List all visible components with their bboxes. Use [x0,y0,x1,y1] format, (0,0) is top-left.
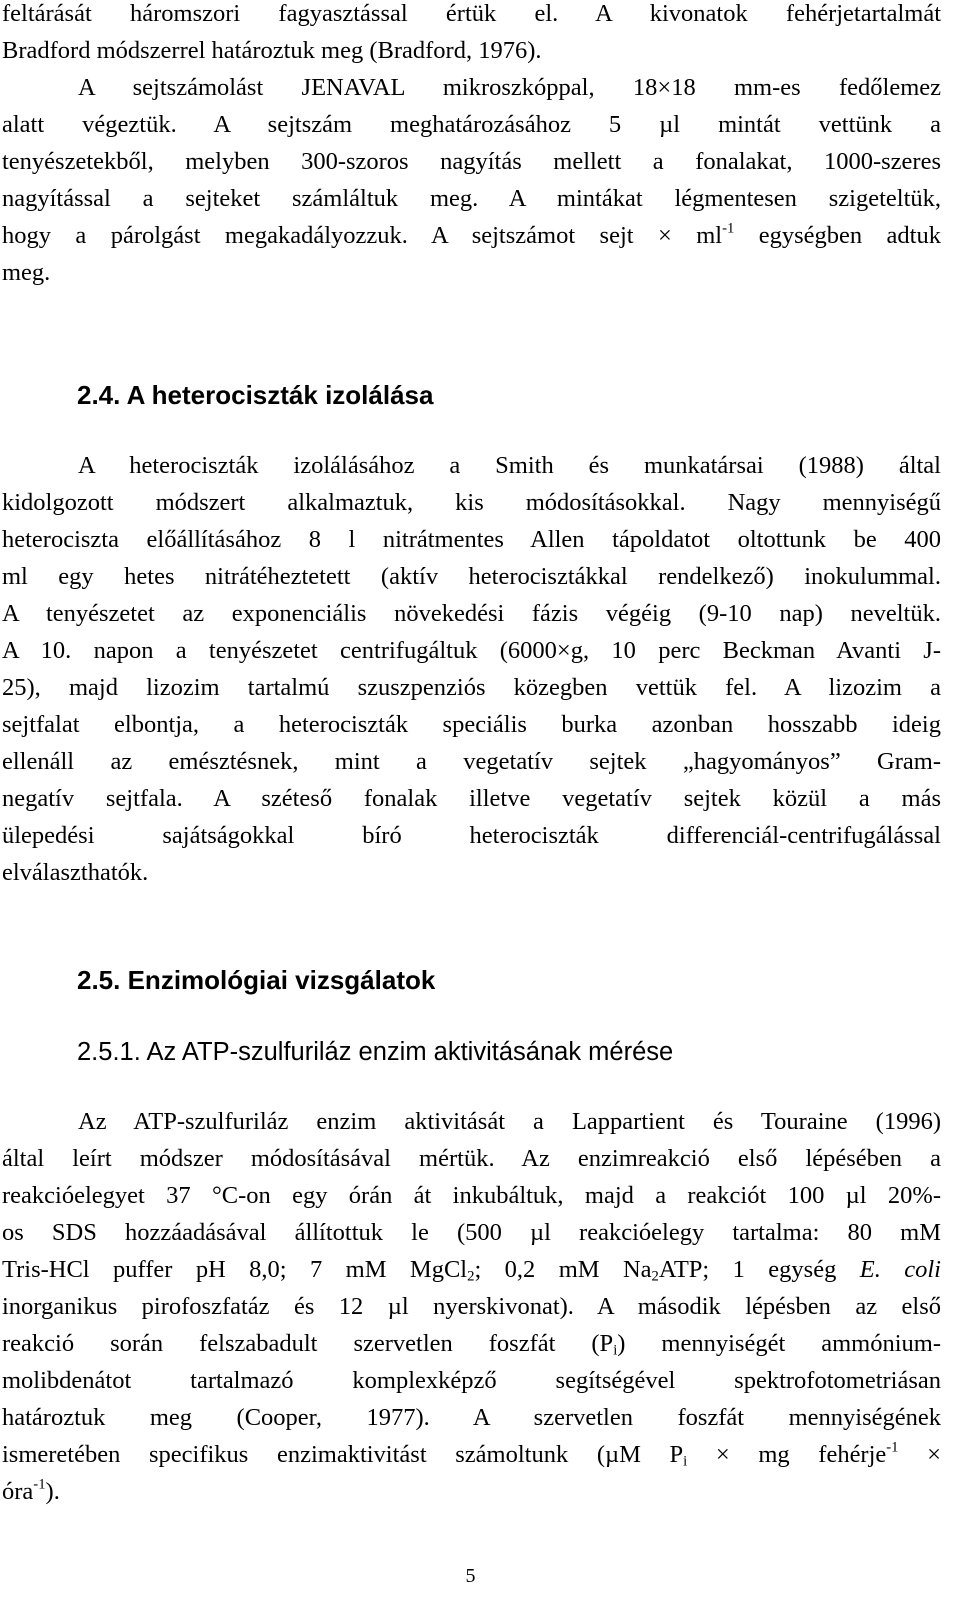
subscript: i [683,1453,688,1470]
text-line [2,217,941,254]
subscript: 2 [467,1268,475,1285]
text-line: meg. [2,259,51,286]
superscript: -1 [722,220,735,237]
text-line: A 10. napon a tenyészetet centrifugáltuk (6000×g, 10 perc Beckman Avanti J- [2,637,941,664]
text-line [2,1473,941,1510]
text-fragment: Tris-HCl puffer pH 8,0; 7 mM MgCl [2,1256,468,1283]
text-fragment: óra [2,1478,34,1505]
text-line [2,447,941,484]
text-line: heterociszta előállításához 8 l nitrátmentes Allen tápoldatot oltottunk be 400 [2,526,941,553]
text-fragment: hogy a párolgást megakadályozzuk. A sejtszámot sejt × ml [2,222,723,249]
text-line [2,1103,941,1140]
text-fragment: × [898,1441,941,1468]
text-line: 25), majd lizozim tartalmú szuszpenziós közegben vettük fel. A lizozim a [2,674,941,701]
subscript: 2 [651,1268,659,1285]
subscript: i [613,1342,618,1359]
text-line: molibdenátot tartalmazó komplexképző segítségével spektrofotometriásan [2,1367,941,1394]
superscript: -1 [886,1439,899,1456]
text-fragment: egységben adtuk [734,222,941,249]
section-heading: 2.5. Enzimológiai vizsgálatok [77,965,436,995]
text-fragment: Az ATP-szulfuriláz enzim aktivitását a Lappartient és Touraine (1996) [78,1108,941,1135]
text-fragment: × mg fehérje [687,1441,887,1468]
text-line: elválaszthatók. [2,859,149,886]
text-line: os SDS hozzáadásával állítottuk le (500 µl reakcióelegy tartalma: 80 mM [2,1219,941,1246]
text-fragment: ismeretében specifikus enzimaktivitást számoltunk (µM P [2,1441,684,1468]
subsection-heading: 2.5.1. Az ATP-szulfuriláz enzim aktivitásának mérése [77,1038,674,1066]
text-line: kidolgozott módszert alkalmaztuk, kis módosításokkal. Nagy mennyiségű [2,489,941,516]
text-fragment: ). [45,1478,60,1505]
text-fragment: ; 0,2 mM Na [474,1256,652,1283]
text-line [2,69,941,106]
paragraph-cell-counting [2,0,941,291]
text-line: nagyítással a sejteket számláltuk meg. A mintákat légmentesen szigeteltük, [2,185,941,212]
superscript: -1 [33,1476,46,1493]
text-line: ml egy hetes nitrátéheztetett (aktív heterocisztákkal rendelkező) inokulummal. [2,563,941,590]
italic-species-name: E. coli [859,1256,941,1283]
text-line [2,1251,941,1288]
text-line [2,1436,941,1473]
text-line: inorganikus pirofoszfatáz és 12 µl nyerskivonat). A második lépésben az első [2,1293,941,1320]
text-line: Bradford módszerrel határoztuk meg (Bradford, 1976). [2,37,542,64]
paragraph-heterocyst-isolation [2,447,941,891]
text-line: reakcióelegyet 37 °C-on egy órán át inkubáltuk, majd a reakciót 100 µl 20%- [2,1182,941,1209]
text-line: sejtfalat elbontja, a heterociszták speciális burka azonban hosszabb ideig [2,711,941,738]
text-fragment: A heterociszták izolálásához a Smith és munkatársai (1988) által [78,452,941,479]
text-fragment: A sejtszámolást JENAVAL mikroszkóppal, 18×18 mm-es fedőlemez [78,74,941,101]
text-line: ellenáll az emésztésnek, mint a vegetatív sejtek „hagyományos” Gram- [2,748,941,775]
text-line: által leírt módszer módosításával mértük. Az enzimreakció első lépésében a [2,1145,941,1172]
text-fragment: ATP; 1 egység [658,1256,860,1283]
text-line: határoztuk meg (Cooper, 1977). A szervetlen foszfát mennyiségének [2,1404,941,1431]
text-line: A tenyészetet az exponenciális növekedési fázis végéig (9-10 nap) neveltük. [2,600,941,627]
text-fragment: ) mennyiségét ammónium- [617,1330,941,1357]
text-line: negatív sejtfala. A széteső fonalak illetve vegetatív sejtek közül a más [2,785,941,812]
text-line [2,1325,941,1362]
text-line: ülepedési sajátságokkal bíró heterociszták differenciál-centrifugálással [2,822,941,849]
paragraph-atp-sulfurylase [2,1103,941,1510]
text-fragment: reakció során felszabadult szervetlen foszfát (P [2,1330,614,1357]
page-number: 5 [465,1565,476,1587]
text-line: feltárását háromszori fagyasztással értük el. A kivonatok fehérjetartalmát [2,0,941,27]
section-heading: 2.4. A heterociszták izolálása [77,380,434,410]
text-line: alatt végeztük. A sejtszám meghatározásához 5 µl mintát vettünk a [2,111,941,138]
text-line: tenyészetekből, melyben 300-szoros nagyítás mellett a fonalakat, 1000-szeres [2,148,941,175]
